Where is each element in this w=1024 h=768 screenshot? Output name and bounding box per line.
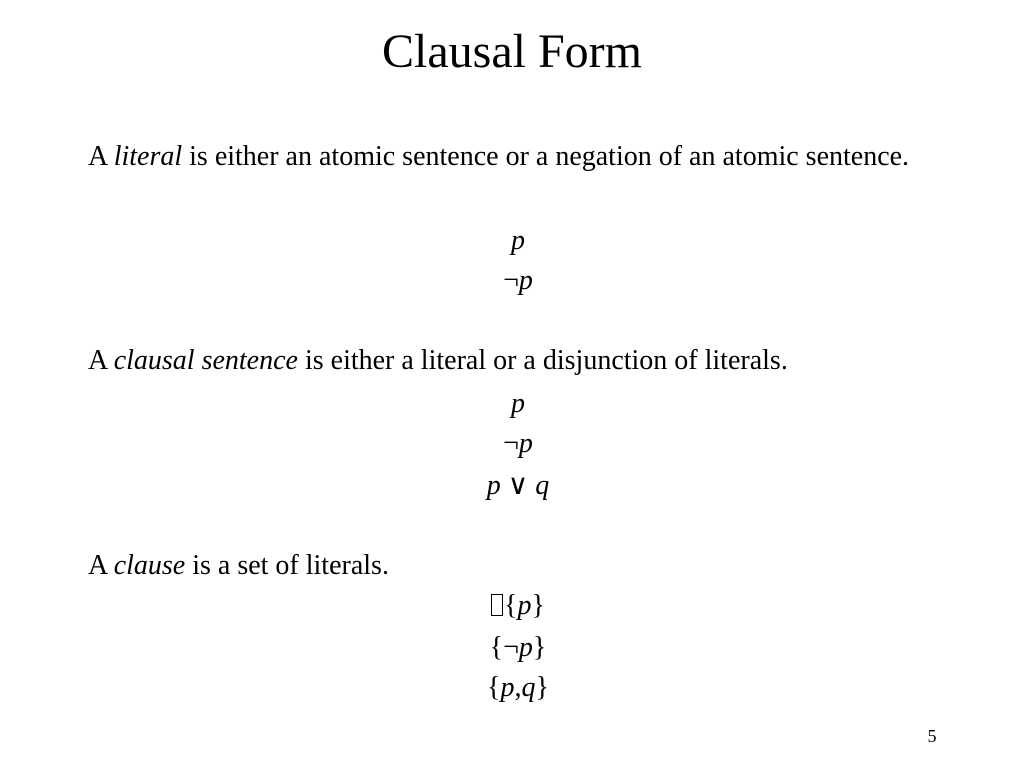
page-number: 5	[927, 726, 937, 746]
open-brace: {	[487, 672, 501, 703]
clause-example-set-not-p	[0, 628, 1024, 668]
missing-glyph-icon	[491, 594, 503, 616]
slide-title: Clausal Form	[382, 25, 642, 78]
clausal-sentence-prefix: A	[88, 345, 114, 376]
clausal-sentence-term: clausal sentence	[113, 345, 298, 376]
disjunction-right-var: q	[535, 470, 550, 501]
literal-example-not-p-var: p	[518, 265, 533, 296]
literal-definition-suffix: is either an atomic sentence or a negation of an atomic sentence.	[182, 141, 910, 172]
clause-set3-right-var: q	[521, 672, 536, 703]
clausal-example-p-var: p	[511, 388, 525, 419]
negation-symbol: ¬	[503, 265, 519, 296]
literal-example-not-p	[0, 261, 1024, 301]
clausal-example-not-p	[0, 424, 1024, 464]
clausal-sentence-suffix: is either a literal or a disjunction of literals.	[297, 345, 788, 376]
literal-term: literal	[113, 141, 183, 172]
clause-definition	[88, 546, 968, 586]
clause-definition-suffix: is a set of literals.	[185, 550, 389, 581]
clausal-example-not-p-var: p	[518, 428, 533, 459]
clause-set1-var: p	[517, 590, 532, 621]
disjunction-left-var: p	[486, 470, 501, 501]
disjunction-symbol: ∨	[500, 470, 536, 501]
clause-term: clause	[113, 550, 186, 581]
clause-example-set-p	[0, 586, 1024, 626]
literal-example-p-var: p	[511, 225, 525, 256]
open-brace: {	[489, 632, 504, 663]
negation-symbol: ¬	[503, 428, 519, 459]
clause-set2-var: p	[518, 632, 533, 663]
close-brace: }	[531, 590, 545, 621]
literal-definition-prefix: A	[88, 141, 114, 172]
clausal-example-p	[0, 384, 1024, 424]
close-brace: }	[532, 632, 547, 663]
clausal-sentence-definition	[88, 341, 968, 381]
close-brace: }	[535, 672, 549, 703]
clausal-example-disjunction	[0, 466, 1024, 506]
clause-example-set-p-q	[0, 668, 1024, 708]
clause-set3-left-var: p	[500, 672, 515, 703]
open-brace: {	[504, 590, 518, 621]
clause-definition-prefix: A	[88, 550, 114, 581]
literal-definition	[88, 137, 968, 177]
set-comma: ,	[514, 672, 522, 703]
literal-example-p	[0, 221, 1024, 261]
negation-symbol: ¬	[503, 632, 519, 663]
